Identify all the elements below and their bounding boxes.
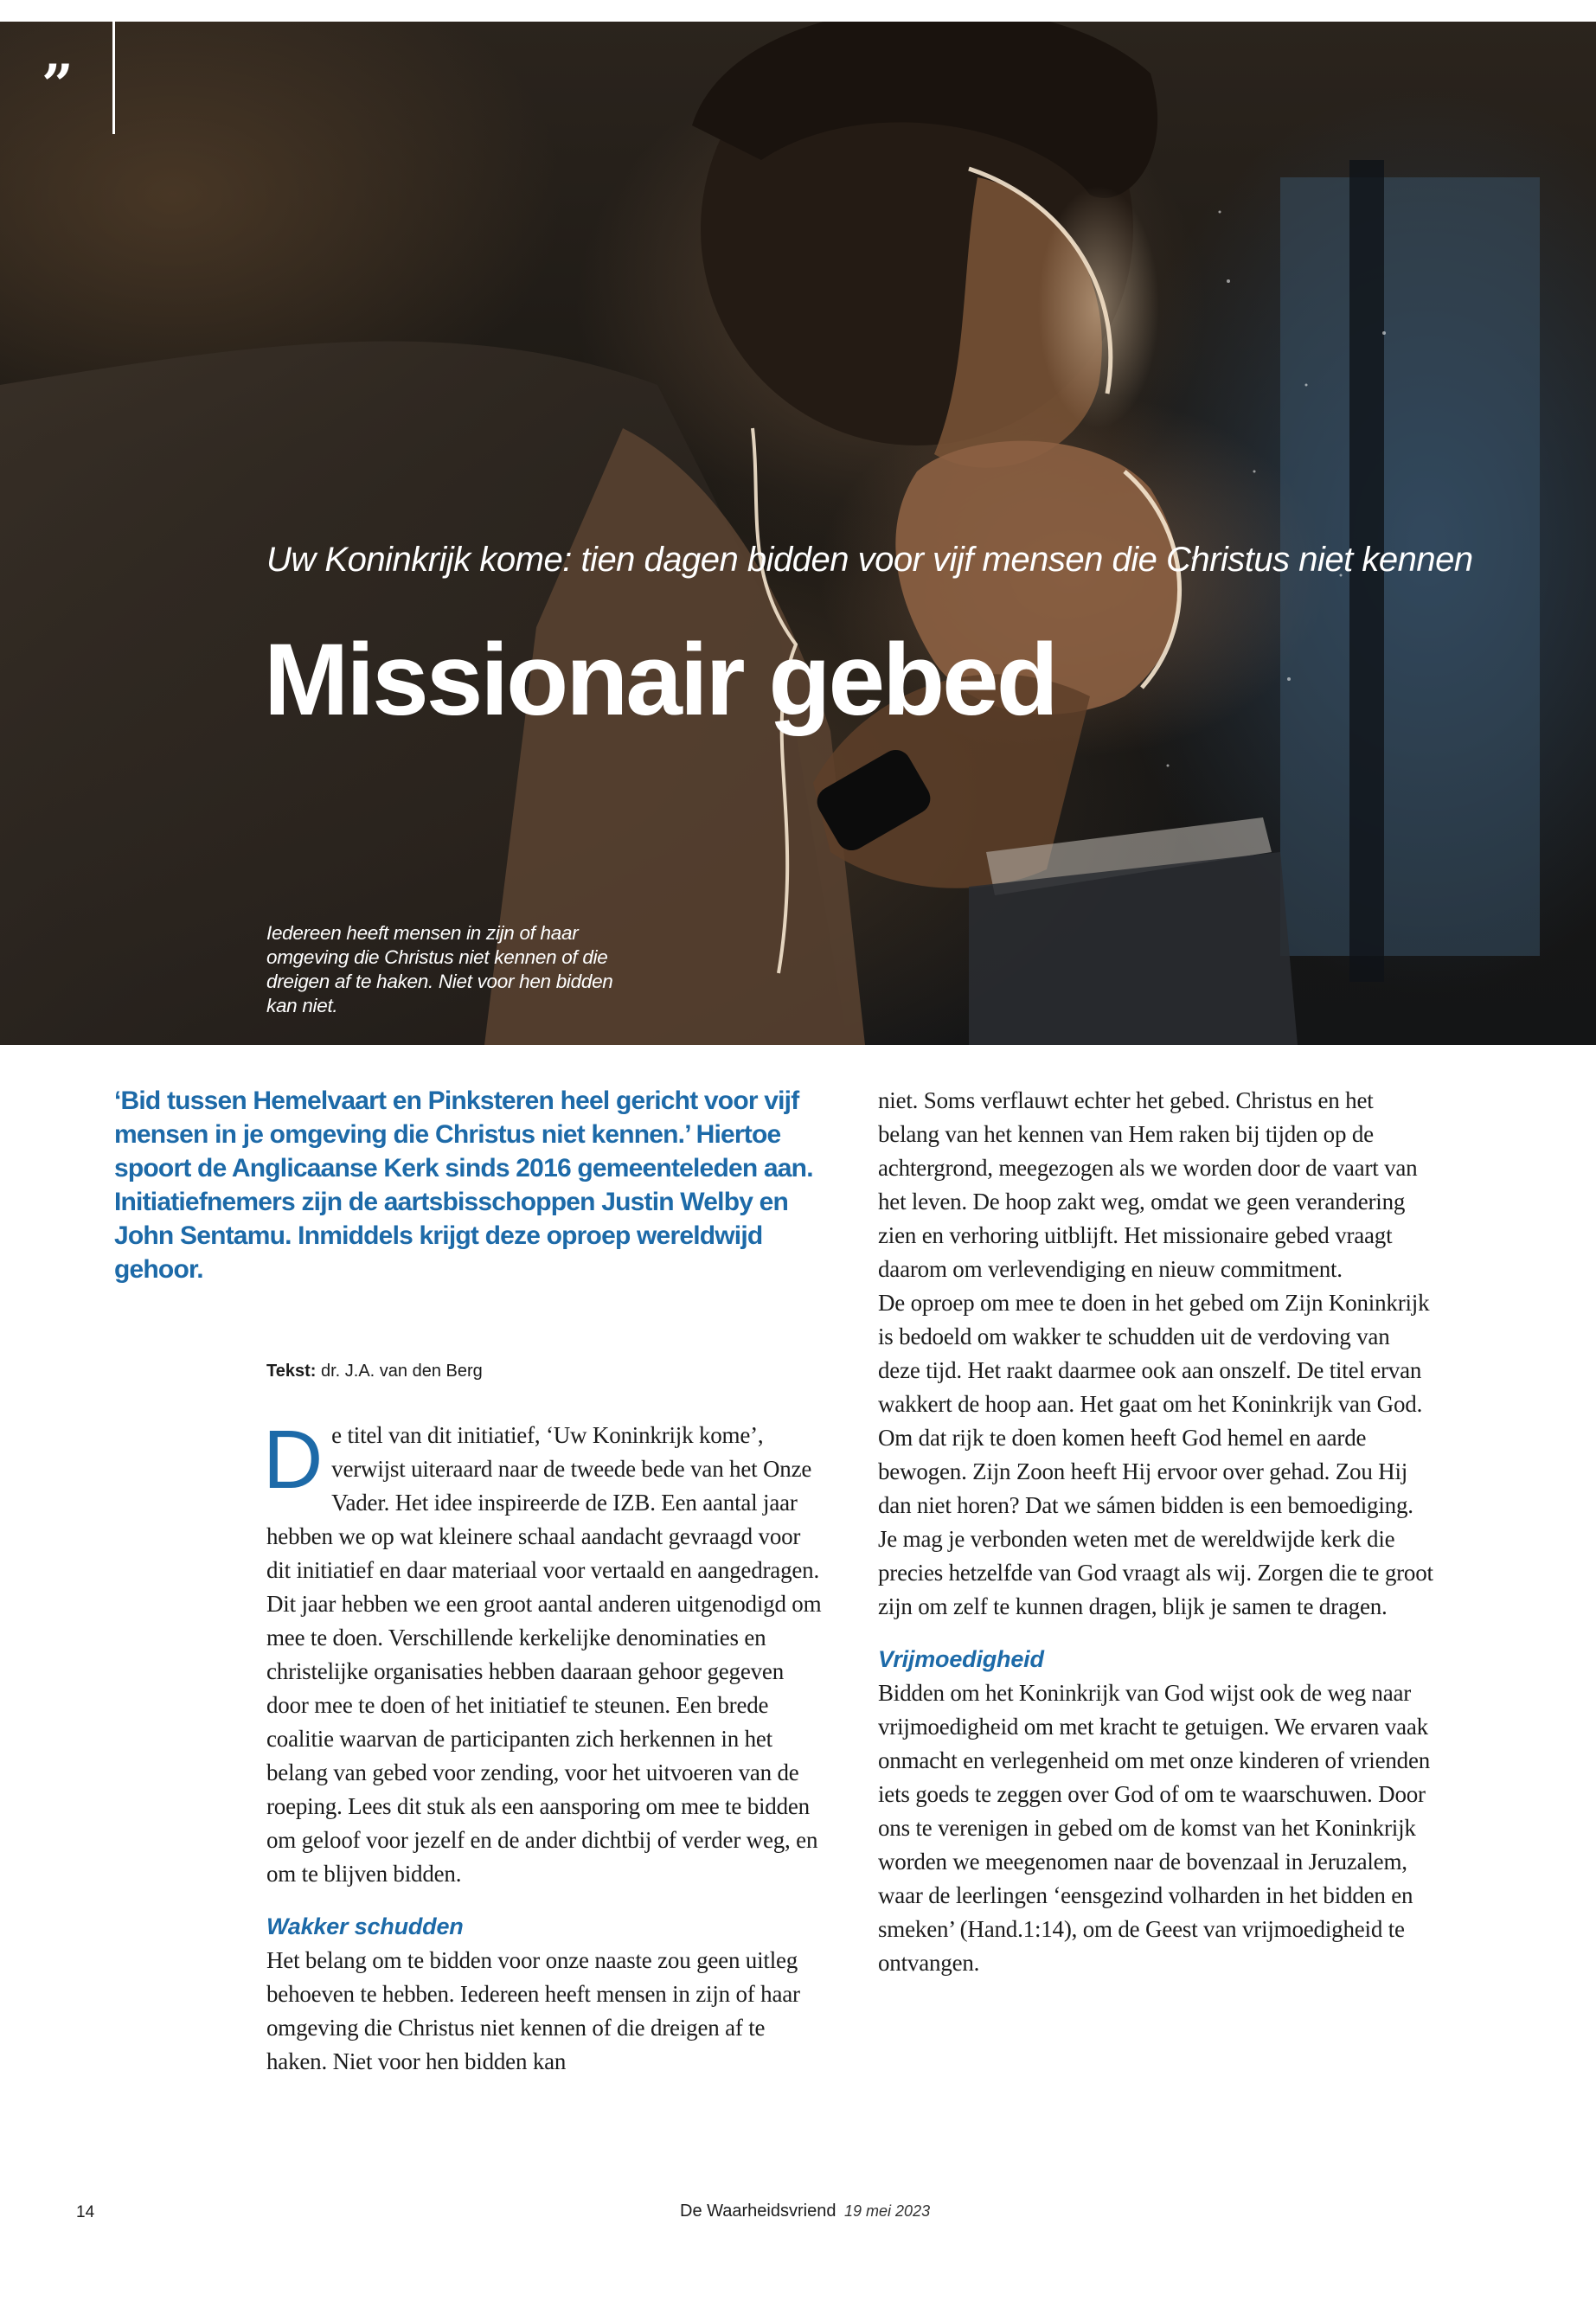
quote-mark-icon: ” xyxy=(42,53,74,118)
byline-author: dr. J.A. van den Berg xyxy=(320,1362,483,1381)
article-subtitle: Uw Koninkrijk kome: tien dagen bidden voor vijf mensen die Christus niet kennen xyxy=(266,541,1473,579)
photo-caption: Iedereen heeft mensen in zijn of haar omgeving die Christus niet kennen of die dreigen af te haken. Niet voor hen bidden kan niet. xyxy=(266,922,613,1016)
paragraph-2-start: Het belang om te bidden voor onze naaste zou geen uitleg behoeven te hebben. Iedereen heeft mensen in zijn of haar omgeving die Christus niet kennen of die dreigen af te haken. Niet voor hen bidden kan xyxy=(266,1947,800,2074)
paragraph-3: De oproep om mee te doen in het gebed om Zijn Koninkrijk is bedoeld om wakker te schudden uit de verdoving van deze tijd. Het raakt daarmee ook aan onszelf. De titel ervan wakkert de hoop aan. Het gaat om het Koninkrijk van God. Om dat rijk te doen komen heeft God hemel en aarde bewogen. Zijn Zoon heeft Hij ervoor over gehad. Zou Hij dan niet horen? Dat we sámen bidden is een bemoediging. Je mag je verbonden weten met de wereldwijde kerk die precies hetzelfde van God vraagt als wij. Zorgen die te groot zijn om zelf te kunnen dragen, blijk je samen te dragen. xyxy=(878,1290,1433,1619)
article-column-right xyxy=(878,1084,1436,1980)
paragraph-1-text: e titel van dit initiatief, ‘Uw Koninkrijk kome’, verwijst uiteraard naar de tweede bede van het Onze Vader. Het idee inspireerde de IZB. Een aantal jaar hebben we op wat kleinere schaal aandacht gevraagd voor dit initiatief en daar materiaal voor vertaald en aangedragen. Dit jaar hebben we een groot aantal anderen uitgenodigd om mee te doen. Verschillende kerkelijke denominaties en christelijke organisaties hebben daaraan gehoor gegeven door mee te doen of het initiatief te steunen. Een brede coalitie waarvan de participanten zich herkennen in het belang van gebed voor zending, voor het uitvoeren van de roeping. Lees dit stuk als een aansporing om mee te bidden om geloof voor jezelf en de ander dichtbij of verder weg, en om te blijven bidden. xyxy=(266,1422,822,1887)
article-intro: ‘Bid tussen Hemelvaart en Pinksteren heel gericht voor vijf mensen in je omgeving die Christus niet kennen.’ Hiertoe spoort de Anglicaanse Kerk sinds 2016 gemeenteleden aan. Initiatiefnemers zijn de aartsbisschoppen Justin Welby en John Sentamu. Inmiddels krijgt deze oproep wereldwijd gehoor. xyxy=(114,1086,813,1284)
paragraph-4: Bidden om het Koninkrijk van God wijst ook de weg naar vrijmoedigheid om met kracht te getuigen. We ervaren vaak onmacht en verlegenheid om met onze kinderen of vrienden iets goeds te zeggen over God of om te waarschuwen. Door ons te verenigen in gebed om de komst van het Koninkrijk worden we meegenomen naar de bovenzaal in Jeruzalem, waar de leerlingen ‘eensgezind volharden in het bidden en smeken’ (Hand.1:14), om de Geest van vrijmoedigheid te ontvangen. xyxy=(878,1680,1431,1976)
quote-divider xyxy=(112,22,115,134)
praying-man-illustration xyxy=(0,22,1596,1045)
article-title: Missionair gebed xyxy=(264,623,1056,737)
subhead-vrijmoedigheid: Vrijmoedigheid xyxy=(878,1646,1044,1672)
paragraph-1 xyxy=(263,1413,824,1891)
dropcap: D xyxy=(263,1413,324,1506)
article-column-left xyxy=(263,1413,824,2079)
issue-date: 19 mei 2023 xyxy=(844,2202,931,2220)
magazine-name: De Waarheidsvriend xyxy=(680,2202,836,2221)
subhead-wakker-schudden: Wakker schudden xyxy=(266,1913,464,1939)
magazine-footer xyxy=(680,2202,930,2221)
page-number: 14 xyxy=(76,2203,95,2221)
byline xyxy=(266,1362,483,1381)
hero-photo xyxy=(0,22,1596,1045)
byline-label: Tekst: xyxy=(266,1362,317,1381)
paragraph-2-end: niet. Soms verflauwt echter het gebed. Christus en het belang van het kennen van Hem raken bij tijden op de achtergrond, meegezogen als we worden door de vaart van het leven. De hoop zakt weg, omdat we geen verandering zien en verhoring uitblijft. Het missionaire gebed vraagt daarom om verlevendiging en nieuw commitment. xyxy=(878,1087,1418,1282)
